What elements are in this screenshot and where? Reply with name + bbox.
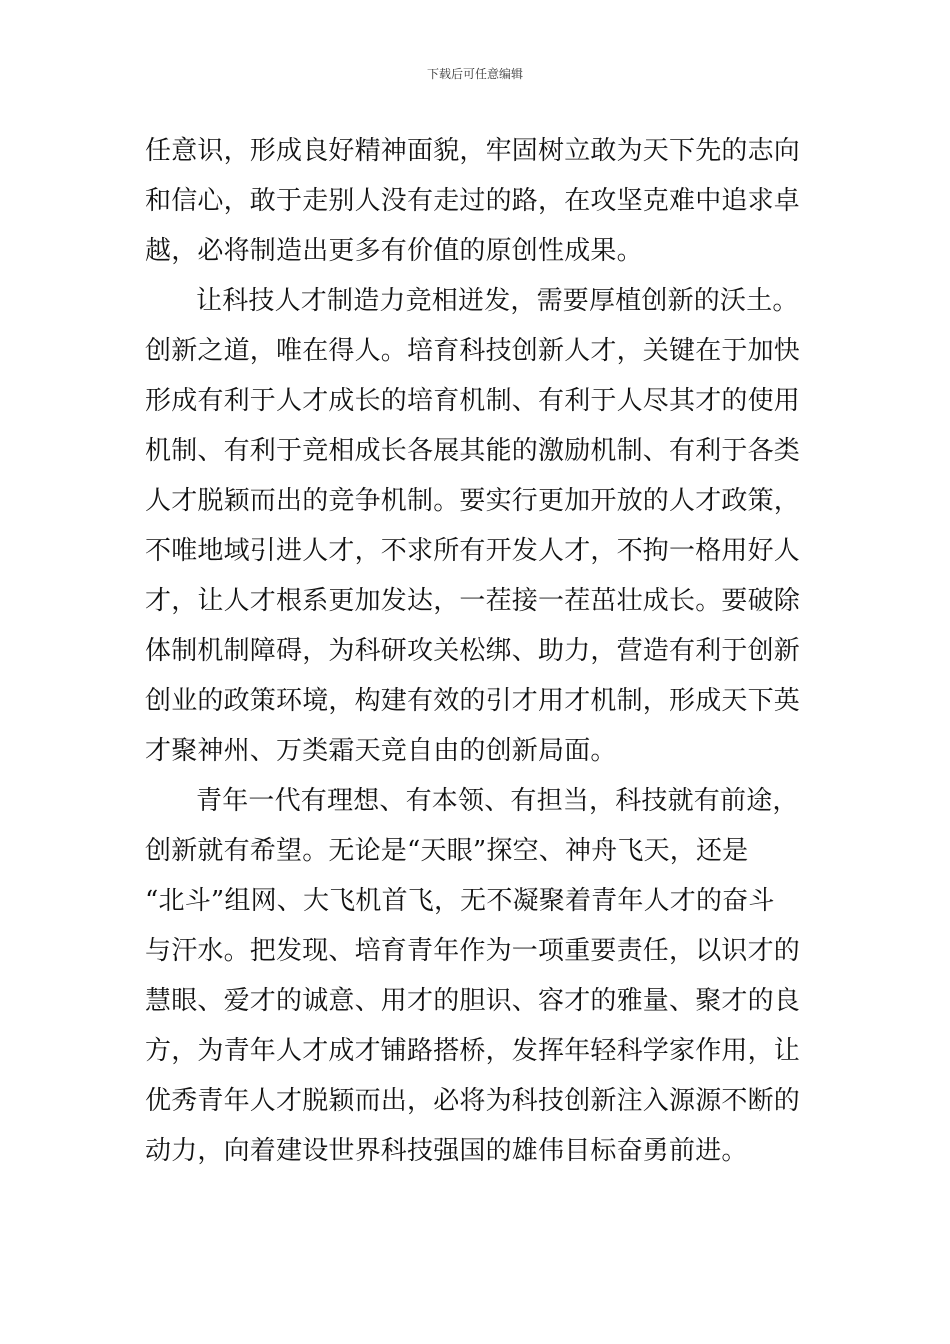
text-line: 和信心，敢于走别人没有走过的路，在攻坚克难中追求卓: [145, 186, 801, 216]
text-line: “北斗”组网、大飞机首飞，无不凝聚着青年人才的奋斗: [145, 886, 775, 916]
text-line: 方，为青年人才成才铺路搭桥，发挥年轻科学家作用，让: [145, 1036, 801, 1066]
paragraph-first-line: 青年一代有理想、有本领、有担当，科技就有前途，: [196, 786, 799, 816]
text-line: 创新就有希望。无论是“天眼”探空、神舟飞天，还是: [145, 836, 749, 866]
text-line: 与汗水。把发现、培育青年作为一项重要责任，以识才的: [145, 936, 801, 966]
text-line: 机制、有利于竞相成长各展其能的激励机制、有利于各类: [145, 436, 801, 466]
text-line: 创业的政策环境，构建有效的引才用才机制，形成天下英: [145, 686, 801, 716]
text-line: 才聚神州、万类霜天竞自由的创新局面。: [145, 736, 617, 766]
page-header: 下载后可任意编辑: [426, 67, 523, 81]
text-line: 越，必将制造出更多有价值的原创性成果。: [145, 236, 643, 266]
text-line: 动力，向着建设世界科技强国的雄伟目标奋勇前进。: [145, 1136, 748, 1166]
paragraph-first-line: 让科技人才制造力竞相迸发，需要厚植创新的沃土。: [196, 286, 799, 316]
text-line: 人才脱颖而出的竞争机制。要实行更加开放的人才政策，: [145, 486, 801, 516]
text-line: 体制机制障碍，为科研攻关松绑、助力，营造有利于创新: [145, 636, 801, 666]
text-line: 任意识，形成良好精神面貌，牢固树立敢为天下先的志向: [145, 136, 801, 166]
text-line: 不唯地域引进人才，不求所有开发人才，不拘一格用好人: [145, 536, 801, 566]
text-line: 慧眼、爱才的诚意、用才的胆识、容才的雅量、聚才的良: [145, 986, 801, 1016]
text-line: 才，让人才根系更加发达，一茬接一茬茁壮成长。要破除: [145, 586, 801, 616]
text-line: 创新之道，唯在得人。培育科技创新人才，关键在于加快: [145, 336, 801, 366]
text-line: 优秀青年人才脱颖而出，必将为科技创新注入源源不断的: [145, 1086, 801, 1116]
text-line: 形成有利于人才成长的培育机制、有利于人尽其才的使用: [145, 386, 801, 416]
